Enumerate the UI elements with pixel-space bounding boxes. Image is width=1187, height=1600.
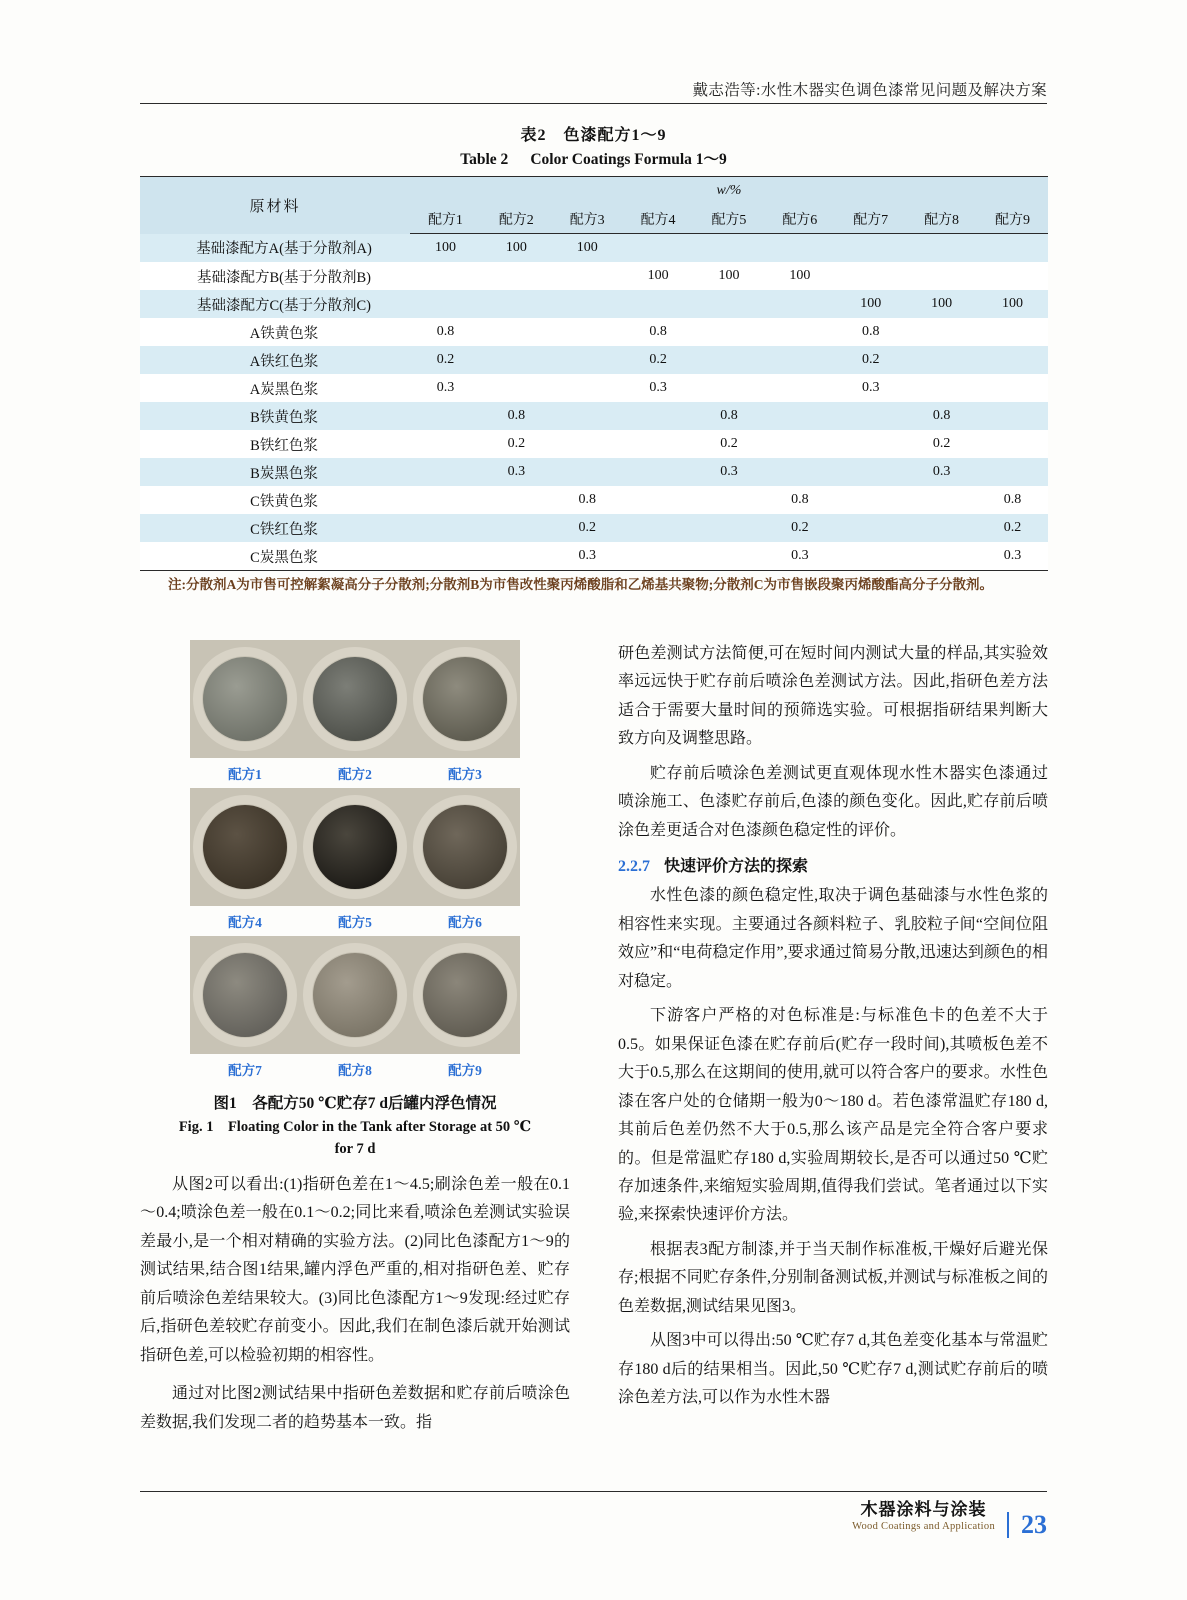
table-row <box>140 430 1048 458</box>
table-cell-value <box>977 262 1048 290</box>
table-cell-material: C铁黄色浆 <box>140 486 410 514</box>
table-cell-value <box>835 402 906 430</box>
table-cell-value <box>410 262 481 290</box>
left-paragraph-1: 从图2可以看出:(1)指研色差在1～4.5;刷涂色差一般在0.1～0.4;喷涂色差一般在0.1～0.2;同比来看,喷涂色差测试实验误差最小,是一个相对精确的实验方法。(2)同比色漆配方1～9的测试结果,结合图1结果,罐内浮色严重的,相对指研色差、贮存前后喷涂色差结果较大。(3)同比色漆配方1～9发现:经过贮存后,指研色差较贮存前变小。因此,我们在制色漆后就开始测试指研色差,可以检验初期的相容性。 <box>140 1175 570 1364</box>
table-note: 注:分散剂A为市售可控解絮凝高分子分散剂;分散剂B为市售改性聚丙烯酸脂和乙烯基共聚物;分散剂C为市售嵌段聚丙烯酸酯高分子分散剂。 <box>168 577 993 592</box>
table-cell-value: 100 <box>481 234 552 263</box>
table-cell-value: 100 <box>835 290 906 318</box>
figure1-photo-caption: 配方7 <box>228 1063 262 1078</box>
table-row <box>140 486 1048 514</box>
figure1-photo-caption: 配方1 <box>228 767 262 782</box>
figure1-photo <box>190 788 300 906</box>
can-rim <box>193 795 297 899</box>
table-cell-value: 0.3 <box>481 458 552 486</box>
page-number: 23 <box>1007 1512 1047 1538</box>
table-cell-value: 0.8 <box>694 402 765 430</box>
table-color-coatings-formula <box>140 176 1048 571</box>
table-cell-value <box>552 290 623 318</box>
table-cell-value <box>835 430 906 458</box>
table-cell-value <box>481 374 552 402</box>
table-cell-value: 0.8 <box>623 318 694 346</box>
figure1-caption-en-1: Fig. 1 Floating Color in the Tank after Storage at 50 ℃ <box>178 1119 532 1136</box>
table-row <box>140 514 1048 542</box>
table-column-header: 配方9 <box>977 205 1048 234</box>
table-cell-value <box>764 374 835 402</box>
formula-table <box>140 176 1048 571</box>
table-cell-value <box>481 346 552 374</box>
table-cell-value <box>552 374 623 402</box>
table-cell-value <box>906 514 977 542</box>
table-cell-value: 0.3 <box>835 374 906 402</box>
table-cell-value <box>410 430 481 458</box>
table-cell-value <box>481 514 552 542</box>
table-header-material: 原材料 <box>140 177 410 234</box>
table-cell-value <box>694 318 765 346</box>
table-cell-value: 0.8 <box>764 486 835 514</box>
left-paragraph-2: 通过对比图2测试结果中指研色差数据和贮存前后喷涂色差数据,我们发现二者的趋势基本一致。指 <box>140 1385 570 1431</box>
section-number: 2.2.7 <box>618 858 650 876</box>
table-cell-material: A铁红色浆 <box>140 346 410 374</box>
table-cell-value <box>835 262 906 290</box>
table-row <box>140 262 1048 290</box>
table-cell-value: 100 <box>764 262 835 290</box>
table-cell-material: C铁红色浆 <box>140 514 410 542</box>
right-paragraph-6: 从图3中可以得出:50 ℃贮存7 d,其色差变化基本与常温贮存180 d后的结果相当。因此,50 ℃贮存7 d,测试贮存前后的喷涂色差方法,可以作为水性木器 <box>618 1332 1048 1407</box>
table-cell-value: 100 <box>623 262 694 290</box>
figure1-photo-row <box>190 640 520 758</box>
table-cell-value <box>835 234 906 263</box>
table-cell-value: 0.3 <box>623 374 694 402</box>
table-cell-value: 100 <box>552 234 623 263</box>
figure1-photo <box>190 640 300 758</box>
figure1-photo <box>300 788 410 906</box>
table-cell-material: C炭黑色浆 <box>140 542 410 571</box>
figure1-photo <box>410 936 520 1054</box>
table-row <box>140 458 1048 486</box>
table-cell-value <box>906 346 977 374</box>
table-cell-value <box>977 402 1048 430</box>
table-cell-material: A铁黄色浆 <box>140 318 410 346</box>
table-cell-value: 0.8 <box>410 318 481 346</box>
can-rim <box>413 647 517 751</box>
figure1-photo-row <box>190 788 520 906</box>
table-cell-value <box>552 402 623 430</box>
table-cell-value <box>410 486 481 514</box>
can-rim <box>303 795 407 899</box>
table-cell-value <box>764 290 835 318</box>
table-cell-value <box>552 318 623 346</box>
table-cell-value: 0.8 <box>906 402 977 430</box>
header-divider <box>140 103 1047 104</box>
figure1-photo-caption: 配方4 <box>228 915 262 930</box>
figure1-caption <box>140 1092 570 1161</box>
figure1-photo-caption-row <box>190 906 520 936</box>
table-cell-value: 0.3 <box>977 542 1048 571</box>
table-cell-value <box>552 458 623 486</box>
table-cell-value <box>764 458 835 486</box>
table-title-cn: 表2 色漆配方1～9 <box>520 127 667 144</box>
table-cell-value <box>623 234 694 263</box>
right-paragraph-3: 水性色漆的颜色稳定性,取决于调色基础漆与水性色浆的相容性来实现。主要通过各颜料粒子、乳胶粒子间“空间位阻效应”和“电荷稳定作用”,要求通过简易分散,迅速达到颜色的相对稳定。 <box>618 887 1048 990</box>
table-column-header: 配方7 <box>835 205 906 234</box>
figure1-photo-caption-row <box>190 1054 520 1084</box>
table-cell-value <box>906 542 977 571</box>
table-cell-value: 0.8 <box>552 486 623 514</box>
table-cell-value <box>906 486 977 514</box>
table-cell-value <box>623 290 694 318</box>
table-cell-value <box>764 318 835 346</box>
table-cell-value <box>977 374 1048 402</box>
table-cell-value: 0.2 <box>694 430 765 458</box>
figure1-photo-caption: 配方8 <box>338 1063 372 1078</box>
table-cell-value: 0.2 <box>410 346 481 374</box>
can-rim <box>303 943 407 1047</box>
table-cell-material: A炭黑色浆 <box>140 374 410 402</box>
table-cell-value: 0.2 <box>552 514 623 542</box>
table-cell-value: 0.2 <box>977 514 1048 542</box>
table-cell-value <box>694 290 765 318</box>
figure1-photo-caption: 配方3 <box>448 767 482 782</box>
table-row <box>140 542 1048 571</box>
table-cell-value <box>977 234 1048 263</box>
table-cell-value <box>694 542 765 571</box>
table-cell-material: B炭黑色浆 <box>140 458 410 486</box>
left-column <box>140 640 570 1437</box>
table-cell-value: 0.3 <box>906 458 977 486</box>
table-column-header: 配方5 <box>694 205 765 234</box>
section-title: 快速评价方法的探索 <box>664 858 809 876</box>
table-cell-value <box>906 374 977 402</box>
table-cell-value <box>623 514 694 542</box>
table-row <box>140 402 1048 430</box>
can-rim <box>413 795 517 899</box>
figure1-photo <box>300 640 410 758</box>
table-cell-value <box>694 346 765 374</box>
table-column-header: 配方4 <box>623 205 694 234</box>
table-cell-value <box>977 430 1048 458</box>
table-cell-material: 基础漆配方B(基于分散剂B) <box>140 262 410 290</box>
table-cell-value <box>906 234 977 263</box>
table-cell-value: 0.3 <box>764 542 835 571</box>
table-cell-value <box>623 430 694 458</box>
can-rim <box>193 647 297 751</box>
table-cell-value <box>552 430 623 458</box>
table-cell-value: 0.3 <box>694 458 765 486</box>
figure1-photo-caption: 配方5 <box>338 915 372 930</box>
table-cell-value: 0.2 <box>835 346 906 374</box>
figure1-caption-en-2: for 7 d <box>334 1141 376 1158</box>
table-cell-value: 0.3 <box>410 374 481 402</box>
right-paragraph-4: 下游客户严格的对色标准是:与标准色卡的色差不大于0.5。如果保证色漆在贮存前后(贮存一段时间),其喷板色差不大于0.5,那么在这期间的使用,就可以符合客户的要求。水性色漆在客户处的仓储期一般为0～180 d。若色漆常温贮存180 d,其前后色差仍然不大于0.5,那么该产品是完全符合客户要求的。但是常温贮存180 d,实验周期较长,是否可以通过50 ℃贮存加速条件,来缩短实验周期,值得我们尝试。笔者通过以下实验,来探索快速评价方法。 <box>618 1007 1048 1224</box>
table-cell-value: 0.8 <box>481 402 552 430</box>
table-cell-value <box>410 402 481 430</box>
table-title-en <box>0 147 1187 169</box>
table-cell-value <box>481 542 552 571</box>
section-heading-227 <box>618 853 1048 876</box>
table-cell-value <box>481 318 552 346</box>
table-cell-value <box>835 458 906 486</box>
table-cell-value <box>481 486 552 514</box>
table-row <box>140 346 1048 374</box>
page-footer <box>852 1495 1047 1538</box>
table-cell-value <box>764 402 835 430</box>
table-cell-value <box>623 486 694 514</box>
table-cell-material: B铁黄色浆 <box>140 402 410 430</box>
table-header-unit: w/% <box>410 177 1048 206</box>
journal-name <box>852 1495 995 1532</box>
journal-name-cn: 木器涂料与涂装 <box>860 1499 987 1519</box>
table-cell-value: 0.8 <box>835 318 906 346</box>
figure1-caption-cn: 图1 各配方50 ℃贮存7 d后罐内浮色情况 <box>213 1095 497 1112</box>
table-title-en-text: Color Coatings Formula 1～9 <box>530 151 727 168</box>
right-paragraph-1: 研色差测试方法简便,可在短时间内测试大量的样品,其实验效率远远快于贮存前后喷涂色差测试方法。因此,指研色差方法适合于需要大量时间的预筛选实验。可根据指研结果判断大致方向及调整思路。 <box>618 645 1048 748</box>
table-cell-value <box>977 346 1048 374</box>
figure1-photo-row <box>190 936 520 1054</box>
table-cell-material: B铁红色浆 <box>140 430 410 458</box>
journal-name-en: Wood Coatings and Application <box>852 1520 995 1532</box>
table-cell-value <box>410 542 481 571</box>
table-cell-material: 基础漆配方A(基于分散剂A) <box>140 234 410 263</box>
figure1-photo-caption: 配方9 <box>448 1063 482 1078</box>
table-column-header: 配方3 <box>552 205 623 234</box>
table-cell-value <box>977 458 1048 486</box>
table-cell-value: 100 <box>694 262 765 290</box>
table-column-header: 配方1 <box>410 205 481 234</box>
figure1-photo-caption: 配方2 <box>338 767 372 782</box>
table-cell-value: 0.2 <box>906 430 977 458</box>
table-cell-value <box>694 486 765 514</box>
right-paragraph-5: 根据表3配方制漆,并于当天制作标准板,干燥好后避光保存;根据不同贮存条件,分别制备测试板,并测试与标准板之间的色差数据,测试结果见图3。 <box>618 1240 1048 1315</box>
table-cell-value <box>906 318 977 346</box>
figure1-photo <box>410 788 520 906</box>
table-cell-value <box>906 262 977 290</box>
table-cell-value <box>835 542 906 571</box>
table-cell-value: 100 <box>977 290 1048 318</box>
table-cell-value <box>481 290 552 318</box>
table-cell-value <box>764 234 835 263</box>
table-cell-value: 0.8 <box>977 486 1048 514</box>
table-cell-value: 0.3 <box>552 542 623 571</box>
table-title-en-label: Table 2 <box>460 151 509 168</box>
table-row <box>140 374 1048 402</box>
table-cell-value <box>694 234 765 263</box>
table-row <box>140 318 1048 346</box>
table-cell-value <box>977 318 1048 346</box>
table-cell-value: 0.2 <box>481 430 552 458</box>
footer-divider <box>140 1491 1047 1492</box>
table-cell-value <box>764 346 835 374</box>
table-cell-value <box>481 262 552 290</box>
can-rim <box>303 647 407 751</box>
figure1-grid <box>190 640 520 1084</box>
figure1-photo <box>410 640 520 758</box>
running-header: 戴志浩等:水性木器实色调色漆常见问题及解决方案 <box>692 82 1047 99</box>
table-cell-value <box>764 430 835 458</box>
figure1-photo-caption-row <box>190 758 520 788</box>
table-cell-value <box>552 262 623 290</box>
figure1-photo <box>190 936 300 1054</box>
table-cell-value <box>835 514 906 542</box>
table-column-header: 配方2 <box>481 205 552 234</box>
table-column-header: 配方8 <box>906 205 977 234</box>
can-rim <box>193 943 297 1047</box>
table-cell-value: 100 <box>906 290 977 318</box>
right-paragraph-2: 贮存前后喷涂色差测试更直观体现水性木器实色漆通过喷涂施工、色漆贮存前后,色漆的颜色变化。因此,贮存前后喷涂色差更适合对色漆颜色稳定性的评价。 <box>618 764 1048 839</box>
figure1-photo-caption: 配方6 <box>448 915 482 930</box>
table-cell-value <box>552 346 623 374</box>
table-cell-value <box>694 374 765 402</box>
table-column-header: 配方6 <box>764 205 835 234</box>
table-header-row-1 <box>140 177 1048 206</box>
table-cell-value <box>623 542 694 571</box>
table-cell-value <box>410 458 481 486</box>
table-row <box>140 234 1048 263</box>
table-cell-material: 基础漆配方C(基于分散剂C) <box>140 290 410 318</box>
table-cell-value <box>623 402 694 430</box>
table-row <box>140 290 1048 318</box>
table-cell-value: 100 <box>410 234 481 263</box>
table-cell-value <box>410 290 481 318</box>
table-cell-value <box>623 458 694 486</box>
table-cell-value: 0.2 <box>764 514 835 542</box>
table-cell-value <box>835 486 906 514</box>
table-cell-value <box>694 514 765 542</box>
table-cell-value <box>410 514 481 542</box>
can-rim <box>413 943 517 1047</box>
right-column <box>618 640 1048 1413</box>
figure1-photo <box>300 936 410 1054</box>
table-cell-value: 0.2 <box>623 346 694 374</box>
